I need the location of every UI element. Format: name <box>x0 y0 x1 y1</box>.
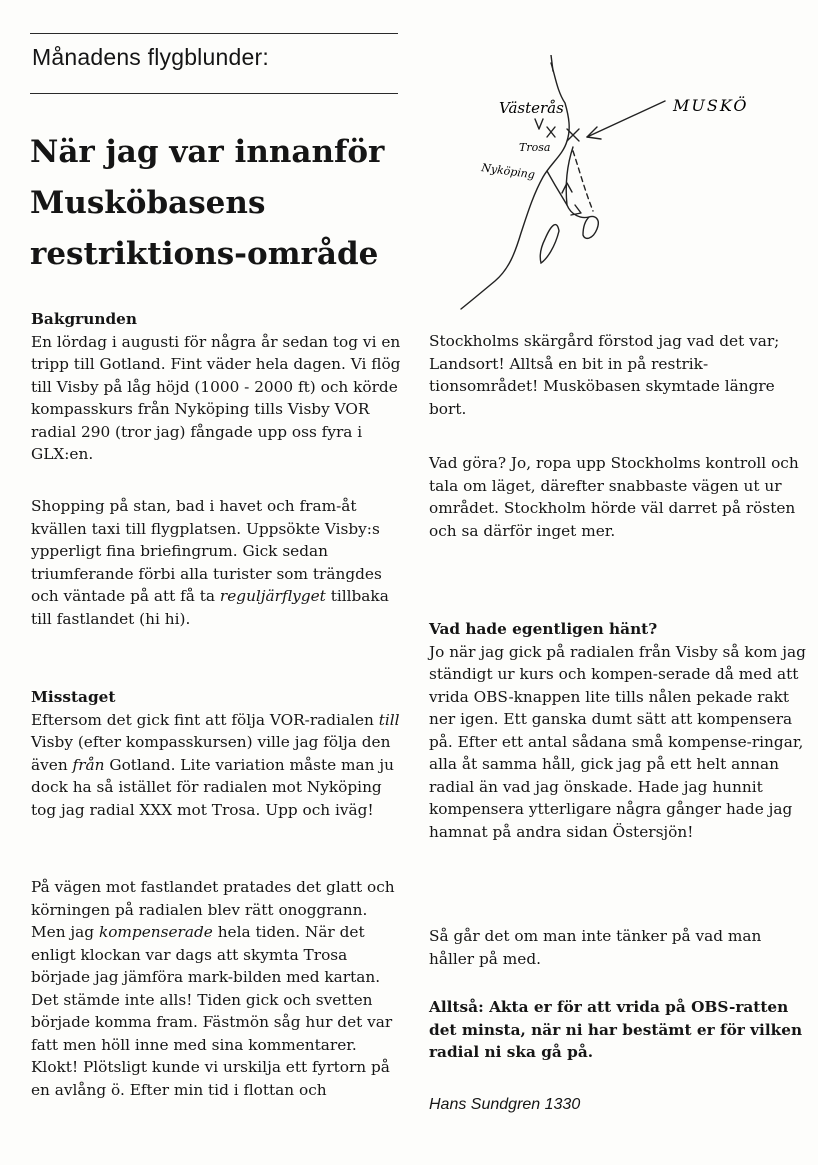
section-vagen <box>31 876 401 1101</box>
alltsa-label: Alltså: <box>429 998 490 1016</box>
kicker-rule <box>30 93 398 94</box>
route-line-solid <box>566 147 589 218</box>
small-island <box>583 217 598 239</box>
section-alltsa <box>429 996 811 1064</box>
section-vad-gora <box>429 452 811 542</box>
route-arrow-1 <box>562 183 572 193</box>
headline-line-3: restriktions-område <box>30 236 379 272</box>
route-arrow-3 <box>535 119 543 129</box>
musko-arrow <box>587 101 665 137</box>
shopping-text-2: tillbaka till fastlandet (hi hi). <box>31 587 389 628</box>
paragraph-vad-gora: Vad göra? Jo, ropa upp Stockholms kontroll och tala om läget, därefter snabbaste vägen ut ur området. Stockholm hörde väl darret på rösten och sa därför inget mer. <box>429 454 799 540</box>
section-kicker: Månadens flygblunder: <box>32 44 269 70</box>
trosa-cross <box>547 127 555 137</box>
paragraph-bakgrunden: En lördag i augusti för några år sedan tog vi en tripp till Gotland. Fint väder hela dagen. Vi flög till Visby på låg höjd (1000 - 2000 ft) och körde kompasskurs från Nyköping tills Visby VOR radial 290 (tror jag) fångade upp oss fyra i GLX:en. <box>31 332 401 463</box>
sketch-label-nykoping: Nyköping <box>480 161 536 182</box>
vagen-emphasis: kompenserade <box>98 923 213 941</box>
misstaget-text-3: Gotland. Lite variation måste man ju dock ha så istället för radialen mot Nyköping tog jag radial XXX mot Trosa. Upp och iväg! <box>31 755 394 819</box>
route-line-dashed <box>573 151 593 211</box>
vagen-text-2: hela tiden. När det enligt klockan var dags att skymta Trosa började jag jämföra mark-bilden med kartan. Det stämde inte alls! Tiden gick och svetten började komma fram. Fästmön såg hur det var fatt men höll inne med sina kommentarer. Klokt! Plötsligt kunde vi urskilja ett fyrtorn på en avlång ö. Efter min tid i flottan och <box>31 923 393 1099</box>
island-outline <box>540 225 559 263</box>
top-rule <box>30 33 398 34</box>
paragraph-alltsa <box>429 996 811 1064</box>
heading-vad-hade-hant: Vad hade egentligen hänt? <box>429 620 658 638</box>
coast-tick <box>551 55 553 71</box>
section-vad-hade-hant <box>429 618 811 843</box>
misstaget-text-1: Eftersom det gick fint att följa VOR-radialen <box>31 710 379 729</box>
heading-bakgrunden: Bakgrunden <box>31 310 137 328</box>
sketch-label-vasteras: Västerås <box>499 99 564 117</box>
headline-line-1: När jag var innanför <box>30 134 385 170</box>
sketch-label-trosa: Trosa <box>519 141 551 154</box>
paragraph-misstaget <box>31 709 401 822</box>
misstaget-text-2: Visby (efter kompasskursen) ville jag följa den även <box>31 733 391 774</box>
signature-text: Hans Sundgren 1330 <box>429 1096 581 1113</box>
route-sketch-map <box>455 55 785 317</box>
misstaget-emphasis-2: från <box>72 755 105 774</box>
section-sa-gar <box>429 925 811 970</box>
section-shopping <box>31 495 401 630</box>
vagen-text-1: På vägen mot fastlandet pratades det glatt och körningen på radialen blev rätt onoggrann. Men jag <box>31 878 395 941</box>
paragraph-sa-gar: Så går det om man inte tänker på vad man håller på med. <box>429 927 762 968</box>
paragraph-continuation: Stockholms skärgård förstod jag vad det var; Landsort! Alltså en bit in på restriktionsområdet! Musköbasen skymtade längre bort. <box>429 332 780 418</box>
section-bakgrunden <box>31 308 401 466</box>
heading-misstaget: Misstaget <box>31 688 116 706</box>
author-signature <box>429 1094 811 1117</box>
paragraph-vad-hade-hant: Jo när jag gick på radialen från Visby så kom jag ständigt ur kurs och kompen-serade då med att vrida OBS-knappen lite tills nålen pekade rakt ner igen. Ett ganska dumt sätt att kompensera på. Efter ett antal sådana små kompense-ringar, alla åt samma håll, gick jag på ett helt annan radial än vad jag önskade. Hade jag hunnit kompensera ytterligare några gånger hade jag hamnat på andra sidan Östersjön! <box>429 642 806 841</box>
shopping-text-1: Shopping på stan, bad i havet och fram-åt kvällen taxi till flygplatsen. Uppsökte Visby:s ypperligt fina briefingrum. Gick sedan triumferande förbi alla turister som trängdes och väntade på att få ta <box>31 497 382 605</box>
section-misstaget <box>31 686 401 821</box>
article-headline <box>30 127 410 280</box>
headline-line-2: Musköbasens <box>30 185 266 221</box>
paragraph-vagen <box>31 876 401 1101</box>
sketch-label-musko: MUSKÖ <box>673 96 749 115</box>
shopping-emphasis: reguljärflyget <box>219 587 326 605</box>
misstaget-emphasis-1: till <box>378 710 400 729</box>
section-continuation <box>429 330 811 420</box>
alltsa-text: Akta er för att vrida på OBS-ratten det minsta, när ni har bestämt er för vilken radial ni ska gå på. <box>429 998 803 1061</box>
paragraph-shopping <box>31 495 401 630</box>
